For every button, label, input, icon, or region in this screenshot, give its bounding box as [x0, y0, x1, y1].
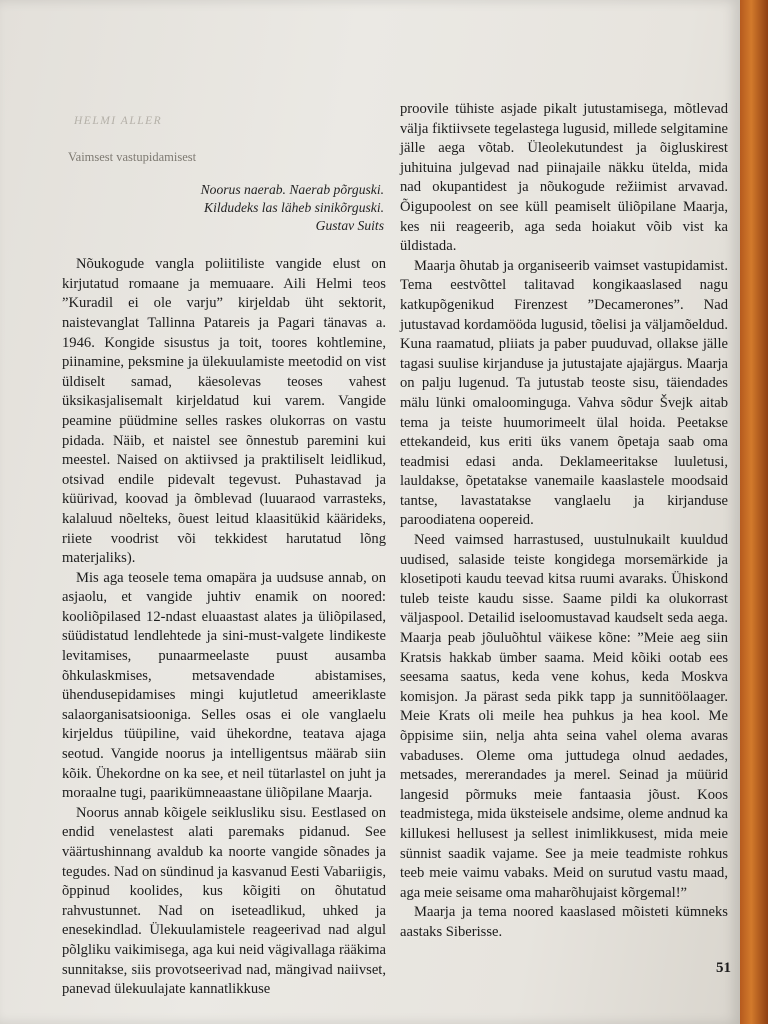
paragraph: Maarja õhutab ja organiseerib vaimset vastupidamist. Tema eestvõttel talitavad kongikaaslased nagu katkupõgenikud Firenzest ”Decamerones”. Nad jutustavad kordamööda lugusid, tõelisi ja väljamõeldud. Kuna raamatud, pliiats ja paber puuduvad, ollakse jälle tagasi suulise kirjanduse ja jutustajate ajajärgus. Maarja on palju lugenud. Ta jutustab teoste sisu, täiendades mälu lünki omaloominguga. Vahva sõdur Švejk aitab tema ja teiste huumorimeelt ülal hoida. Peetakse ettekandeid, kus eriti üks vanem õpetaja saab oma teadmisi edasi anda. Deklameeritakse luuletusi, lauldakse, õpetatakse vanemaile kaaslastele moodsaid tantse, lavastatakse vanglaelu ja kirjanduse paroodiatena oopereid. — [400, 257, 728, 529]
book-edge — [740, 0, 768, 1024]
paragraph: Nõukogude vangla poliitiliste vangide elust on kirjutatud romaane ja memuaare. Aili Helmi teos ”Kuradil ei ole varju” kirjeldab üht sektorit, naistevanglat Tallinna Patareis ja Pagari tänavas a. 1946. Kongide sisustus ja toit, toores kohtlemine, piinamine, peksmine ja ülekuulamiste meetodid on vist üldiselt samad, käesolevas teoses vahest üksikasjalisemalt kirjeldatud kui varem. Vangide peamine püüdmine selles raskes olukorras on vastu pidada. Näib, et naistel see õnnestub paremini kui meestel. Naised on aktiivsed ja praktiliselt leidlikud, otsivad endile pidevalt tegevust. Puhastavad ja küürivad, koovad ja õmblevad (luuaraod varrasteks, kalaluud nõelteks, õuest leitud klaasitükid käärideks, riiete voodrist või tekkidest harutatud lõng materjaliks). — [62, 256, 386, 567]
article-title: Vaimsest vastupidamisest — [68, 149, 197, 164]
paragraph: Mis aga teosele tema omapära ja uudsuse annab, on asjaolu, et vangide juhtiv enamik on noored: kooliõpilased 12-ndast eluaastast alates ja üliõpilased, süüdistatud lendlehtede ja sini-must-valgete lindikeste levitamises, punaarmeelaste puust ausamba õhkulaskmises, metsavendade abistamises, ühendusepidamises mingi kujutletud ameeriklaste salaorganisatsiooniga. Selles osas ei ole vanglaelu kirjeldus tüüpiline, vaid ühekordne, teatava ajaga seotud. Vangide noorus ja intelligentsus määrab siin kõik. Ühekordne on ka see, et neil tütarlastel on juht ja moraalne tugi, paarikümneaastane üliõpilane Maarja. — [62, 569, 386, 802]
right-column — [400, 100, 728, 943]
paragraph: proovile tühiste asjade pikalt jutustamisega, mõtlevad välja fiktiivsete tegelastega lugusid, millede selgitamine jälle aega võtab. Üleolekutundest ja õigluskirest juhituina julgevad nad piinajaile näkku ütelda, mida nad okupantidest ja nõukogude režiimist arvavad. Õigupoolest on see küll peamiselt üliõpilane Maarja, kes nii reageerib, aga seda hoiakut võib vist ka üldistada. — [400, 101, 728, 255]
paragraph: Noorus annab kõigele seiklusliku sisu. Eestlased on endid venelastest alati paremaks pidanud. See väärtushinnang avaldub ka noorte vangide sõnades ja tegudes. Nad on sündinud ja kasvanud Eesti Vabariigis, õppinud koolides, kus kõigiti on õhutatud rahvustunnet. Nad on iseteadlikud, uhked ja enesekindlad. Ülekuulamistele reageerivad nad algul põlgliku vaikimisega, aga kui neid vägivallaga rääkima sunnitakse, siis provotseerivad nad, mängivad naiivset, panevad ülekuulajate kannatlikkuse — [62, 804, 386, 998]
epigraph — [62, 181, 384, 235]
epigraph-line: Kildudeks las läheb sinikõrguski. — [204, 200, 384, 216]
left-column — [62, 112, 386, 1000]
paragraph: Need vaimsed harrastused, uustulnukailt kuuldud uudised, salaside teiste kongidega morsemärkide ja klosetipoti kaudu teevad kitsa ruumi avaraks. Ühiskond tuleb teiste kaudu sisse. Saame pildi ka olukorrast väljaspool. Detailid iseloomustavad kaudselt seda aega. Maarja peab jõuluõhtul väikese kõne: ”Meie aeg siin Kratsis hakkab ümber saama. Meid kõiki ootab ees seesama saatus, keda vene kohus, keda Moskva komisjon. Ja pärast seda pikk tapp ja sunnitöölaager. Meie Krats oli meile hea puhkus ja hea kool. Me õppisime siin, nelja ahta seina vahel olema avaras vabaduses. Oleme oma juttudega olnud aedades, metsades, mererandades ja merel. Seinad ja müürid langesid põrmuks meie fantaasia jõust. Koos teadmistega, mida üksteisele andsime, oleme andnud ka killukesi hellusest ja sellest inimlikkusest, mida meie sünnist saadik vajame. See ja meie teadmiste rohkus teeb meie vaimu vabaks. Meid on surutud vastu maad, aga meie seisame oma maharõhujaist kõrgemal!” — [400, 532, 728, 901]
page-number: 51 — [716, 960, 731, 976]
epigraph-line: Noorus naerab. Naerab põrguski. — [200, 182, 384, 198]
epigraph-attribution: Gustav Suits — [315, 218, 384, 234]
paragraph: Maarja ja tema noored kaaslased mõisteti kümneks aastaks Siberisse. — [400, 904, 728, 940]
article-author: HELMI ALLER — [74, 115, 163, 127]
